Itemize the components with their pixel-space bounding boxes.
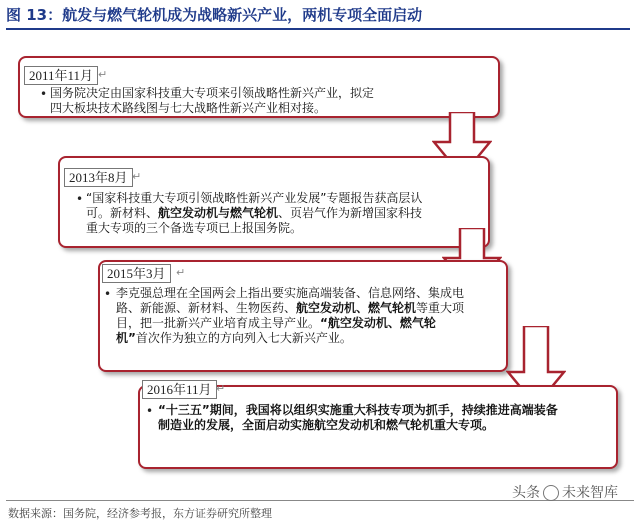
step-text-2013-bold: 航空发动机与燃气轮机 — [158, 206, 279, 220]
step-text-2016: “十三五”期间，我国将以组织实施重大科技专项为抓手，持续推进高端装备制造业的发展，全面启动实施航空发动机和燃气轮机重大专项。 — [158, 403, 558, 432]
bullet-icon: • — [146, 404, 154, 418]
step-text-2013-part-a: “国家科技重大专项引领战略性新兴产业发展”专题报告获高层认可。新材料、 — [86, 191, 423, 220]
date-label-2016: 2016年11月 — [142, 380, 217, 399]
paragraph-mark: ↵ — [132, 170, 142, 183]
date-label-2013: 2013年8月 — [64, 168, 133, 187]
step-text-2015-part-b: 等重大项目，把一批新兴产业培育成主导产业。 — [116, 301, 465, 330]
bullet-icon: • — [104, 287, 112, 301]
paragraph-mark: ↵ — [98, 68, 108, 81]
watermark-logo-icon — [543, 485, 559, 501]
step-text-2015 — [116, 286, 466, 346]
date-label-2015: 2015年3月 — [102, 264, 171, 283]
watermark-name: 未来智库 — [562, 485, 618, 501]
step-text-2015-bold-2: “航空发动机、燃气轮机” — [116, 316, 436, 345]
watermark — [512, 482, 618, 502]
data-source: 数据来源：国务院，经济参考报，东方证券研究所整理 — [8, 507, 272, 520]
bullet-icon: • — [76, 192, 84, 206]
paragraph-mark: ↵ — [176, 266, 186, 279]
figure-title: 图 13：航发与燃气轮机成为战略新兴产业，两机专项全面启动 — [6, 4, 630, 30]
date-label-2011: 2011年11月 — [24, 66, 98, 85]
bullet-icon: • — [40, 87, 48, 101]
step-text-2015-bold-1: 航空发动机、燃气轮机 — [296, 301, 417, 315]
watermark-prefix: 头条 — [512, 485, 540, 501]
step-text-2015-part-a: 李克强总理在全国两会上指出要实施高端装备、信息网络、集成电路、新能源、新材料、生物医药、 — [116, 286, 465, 315]
paragraph-mark: ↵ — [216, 382, 226, 395]
step-text-2013-part-b: 、页岩气作为新增国家科技重大专项的三个备选专项已上报国务院。 — [86, 206, 423, 235]
step-text-2015-part-c: 首次作为独立的方向列入七大新兴产业。 — [135, 331, 352, 345]
step-text-2013 — [86, 191, 432, 236]
step-text-2011: 国务院决定由国家科技重大专项来引领战略性新兴产业，拟定四大板块技术路线图与七大战略性新兴产业相对接。 — [50, 86, 375, 115]
